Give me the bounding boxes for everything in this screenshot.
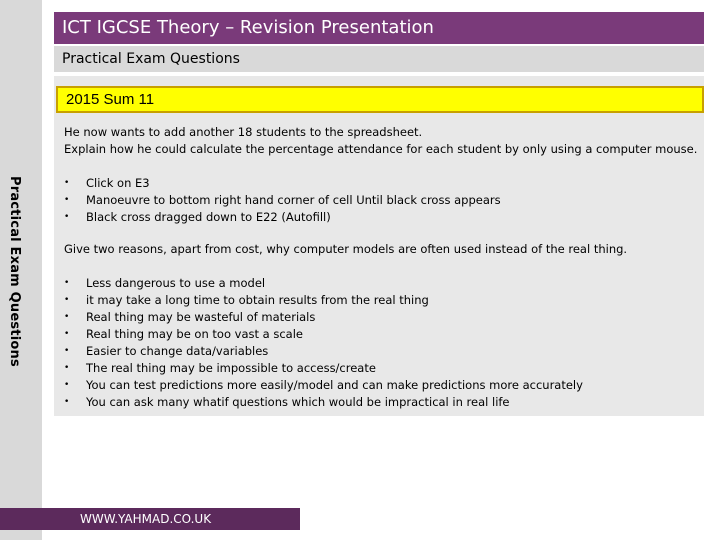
answer-item: • Click on E3 [64, 175, 501, 192]
slide-title: ICT IGCSE Theory – Revision Presentation [54, 12, 704, 44]
question-1-answers [64, 175, 501, 226]
footer-website-link[interactable]: WWW.YAHMAD.CO.UK [0, 508, 300, 530]
answer-item: • You can test predictions more easily/model and can make predictions more accurately [64, 377, 583, 394]
answer-item: • Real thing may be on too vast a scale [64, 326, 583, 343]
question-1-line-1: He now wants to add another 18 students to the spreadsheet. [64, 125, 423, 139]
answer-item: • The real thing may be impossible to access/create [64, 360, 583, 377]
answer-item: • Black cross dragged down to E22 (Autofill) [64, 209, 501, 226]
question-1-line-2: Explain how he could calculate the percentage attendance for each student by only using a computer mouse. [64, 142, 698, 156]
answer-item: • Less dangerous to use a model [64, 275, 583, 292]
answer-item: • Real thing may be wasteful of materials [64, 309, 583, 326]
question-1-text [64, 124, 704, 158]
question-tag: 2015 Sum 11 [56, 86, 704, 113]
slide-subtitle: Practical Exam Questions [54, 46, 704, 72]
answer-item: • Manoeuvre to bottom right hand corner of cell Until black cross appears [64, 192, 501, 209]
answer-item: • it may take a long time to obtain results from the real thing [64, 292, 583, 309]
vertical-section-label: Practical Exam Questions [7, 176, 22, 367]
answer-item: • Easier to change data/variables [64, 343, 583, 360]
answer-item: • You can ask many whatif questions which would be impractical in real life [64, 394, 583, 411]
question-2-text: Give two reasons, apart from cost, why computer models are often used instead of the real thing. [64, 242, 628, 256]
question-2-answers [64, 275, 583, 411]
